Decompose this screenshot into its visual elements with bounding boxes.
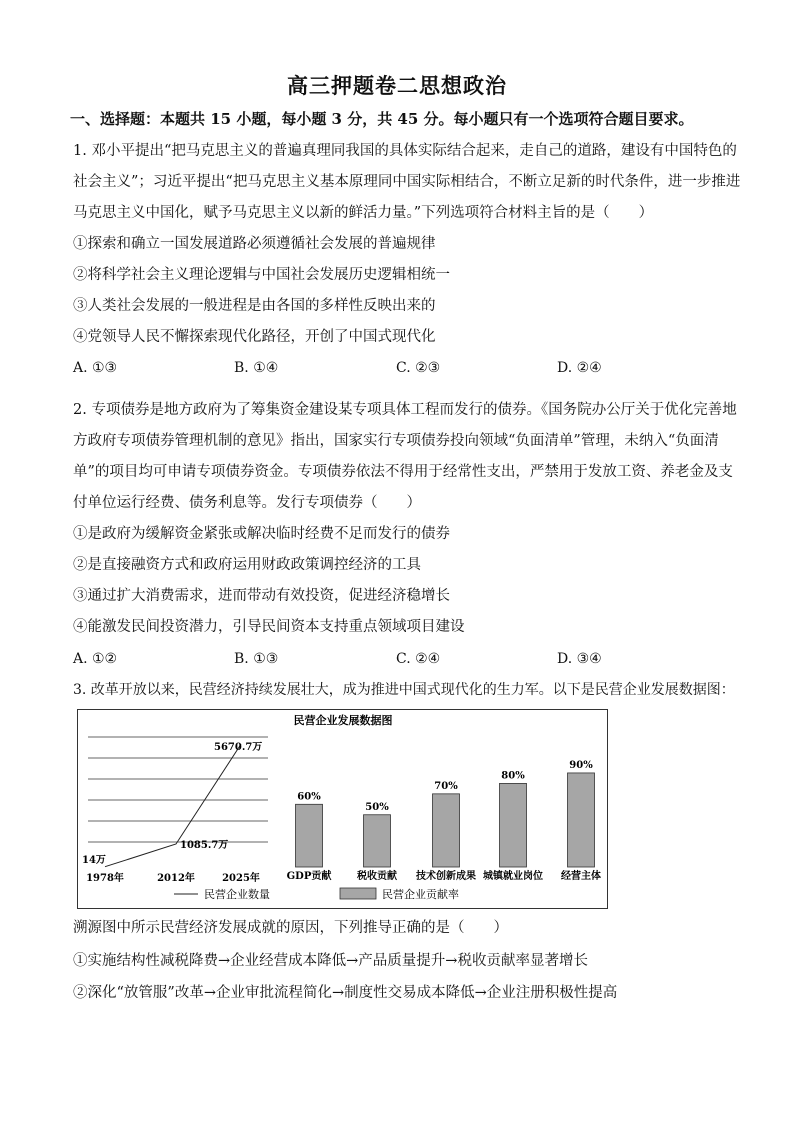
bar-data-label: 80% xyxy=(501,770,525,782)
q2-stem-line-1: 2. 专项债券是地方政府为了筹集资金建设某专项具体工程而发行的债券。《国务院办公厅关于优化完善地 xyxy=(73,402,737,418)
q1-item-2: ②将科学社会主义理论逻辑与中国社会发展历史逻辑相统一 xyxy=(73,267,450,283)
q1-item-3: ③人类社会发展的一般进程是由各国的多样性反映出来的 xyxy=(73,298,436,314)
q1-option-a[interactable]: A. ①③ xyxy=(73,360,118,376)
bar-data-label: 70% xyxy=(434,780,458,792)
chart-svg xyxy=(78,710,609,910)
q2-stem-line-4: 付单位运行经费、债务利息等。发行专项债券（ ） xyxy=(73,495,421,511)
q1-option-d[interactable]: D. ②④ xyxy=(557,360,602,376)
bar-category-label: 城镇就业岗位 xyxy=(483,871,543,882)
q1-option-c[interactable]: C. ②③ xyxy=(396,360,441,376)
bar xyxy=(364,815,391,867)
q3-question: 溯源图中所示民营经济发展成就的原因，下列推导正确的是（ ） xyxy=(73,920,508,936)
q2-item-1: ①是政府为缓解资金紧张或解决临时经费不足而发行的债券 xyxy=(73,526,450,542)
q3-item-2: ②深化“放管服”改革→企业审批流程简化→制度性交易成本降低→企业注册积极性提高 xyxy=(73,985,618,1001)
chart-title: 民营企业发展数据图 xyxy=(293,714,393,727)
legend-bar-label: 民营企业贡献率 xyxy=(382,888,459,901)
q1-stem-line-3: 马克思主义中国化，赋予马克思主义以新的鲜活力量。”下列选项符合材料主旨的是（ ） xyxy=(73,205,654,221)
bar xyxy=(500,783,527,867)
q3-item-1: ①实施结构性减税降费→企业经营成本降低→产品质量提升→税收贡献率显著增长 xyxy=(73,953,588,969)
q3-stem: 3. 改革开放以来，民营经济持续发展壮大，成为推进中国式现代化的生力军。以下是民营企业发展数据图： xyxy=(73,682,735,698)
q2-item-3: ③通过扩大消费需求，进而带动有效投资，促进经济稳增长 xyxy=(73,588,450,604)
page-title: 高三押题卷二思想政治 xyxy=(287,73,507,98)
line-x-tick-label: 2012年 xyxy=(157,873,195,884)
line-x-tick-label: 2025年 xyxy=(222,873,260,884)
q2-option-b[interactable]: B. ①③ xyxy=(234,651,279,667)
q1-item-4: ④党领导人民不懈探索现代化路径，开创了中国式现代化 xyxy=(73,329,436,345)
line-data-label: 1085.7万 xyxy=(180,840,229,851)
section-heading: 一、选择题：本题共 15 小题，每小题 3 分，共 45 分。每小题只有一个选项符合题目要求。 xyxy=(70,110,694,128)
q2-option-c[interactable]: C. ②④ xyxy=(396,651,441,667)
line-data-label: 14万 xyxy=(82,855,106,866)
bar xyxy=(433,794,460,867)
q1-stem-line-2: 社会主义”；习近平提出“把马克思主义基本原理同中国实际相结合，不断立足新的时代条件，进一步推进 xyxy=(73,174,741,190)
bar-chart xyxy=(287,760,601,882)
legend-bar-swatch xyxy=(340,888,376,899)
bar-category-label: 技术创新成果 xyxy=(416,871,476,882)
chart-legend xyxy=(174,887,459,901)
bar-data-label: 90% xyxy=(569,759,593,771)
bar xyxy=(568,773,595,867)
q2-option-d[interactable]: D. ③④ xyxy=(557,651,602,667)
q2-item-2: ②是直接融资方式和政府运用财政政策调控经济的工具 xyxy=(73,557,421,573)
q2-item-4: ④能激发民间投资潜力，引导民间资本支持重点领域项目建设 xyxy=(73,619,465,635)
q1-option-b[interactable]: B. ①④ xyxy=(234,360,279,376)
bar-data-label: 50% xyxy=(365,801,389,813)
line-chart xyxy=(82,741,262,884)
private-enterprise-chart xyxy=(77,709,608,909)
bar-category-label: GDP贡献 xyxy=(286,871,332,882)
bar-data-label: 60% xyxy=(297,791,321,803)
bar-category-label: 税收贡献 xyxy=(357,871,397,882)
q2-stem-line-2: 方政府专项债券管理机制的意见》指出，国家实行专项债券投向领域“负面清单”管理，未纳入“负面清 xyxy=(73,433,719,449)
line-data-label: 5670.7万 xyxy=(214,742,263,753)
bar xyxy=(296,804,323,867)
bar-category-label: 经营主体 xyxy=(561,871,601,882)
line-x-tick-label: 1978年 xyxy=(86,873,124,884)
q2-stem-line-3: 单”的项目均可申请专项债券资金。专项债券依法不得用于经常性支出，严禁用于发放工资、养老金及支 xyxy=(73,464,733,480)
q2-option-a[interactable]: A. ①② xyxy=(73,651,118,667)
q1-item-1: ①探索和确立一国发展道路必须遵循社会发展的普遍规律 xyxy=(73,236,436,252)
legend-line-label: 民营企业数量 xyxy=(204,888,270,901)
q1-stem-line-1: 1. 邓小平提出“把马克思主义的普遍真理同我国的具体实际结合起来，走自己的道路，建设有中国特色的 xyxy=(73,143,737,159)
